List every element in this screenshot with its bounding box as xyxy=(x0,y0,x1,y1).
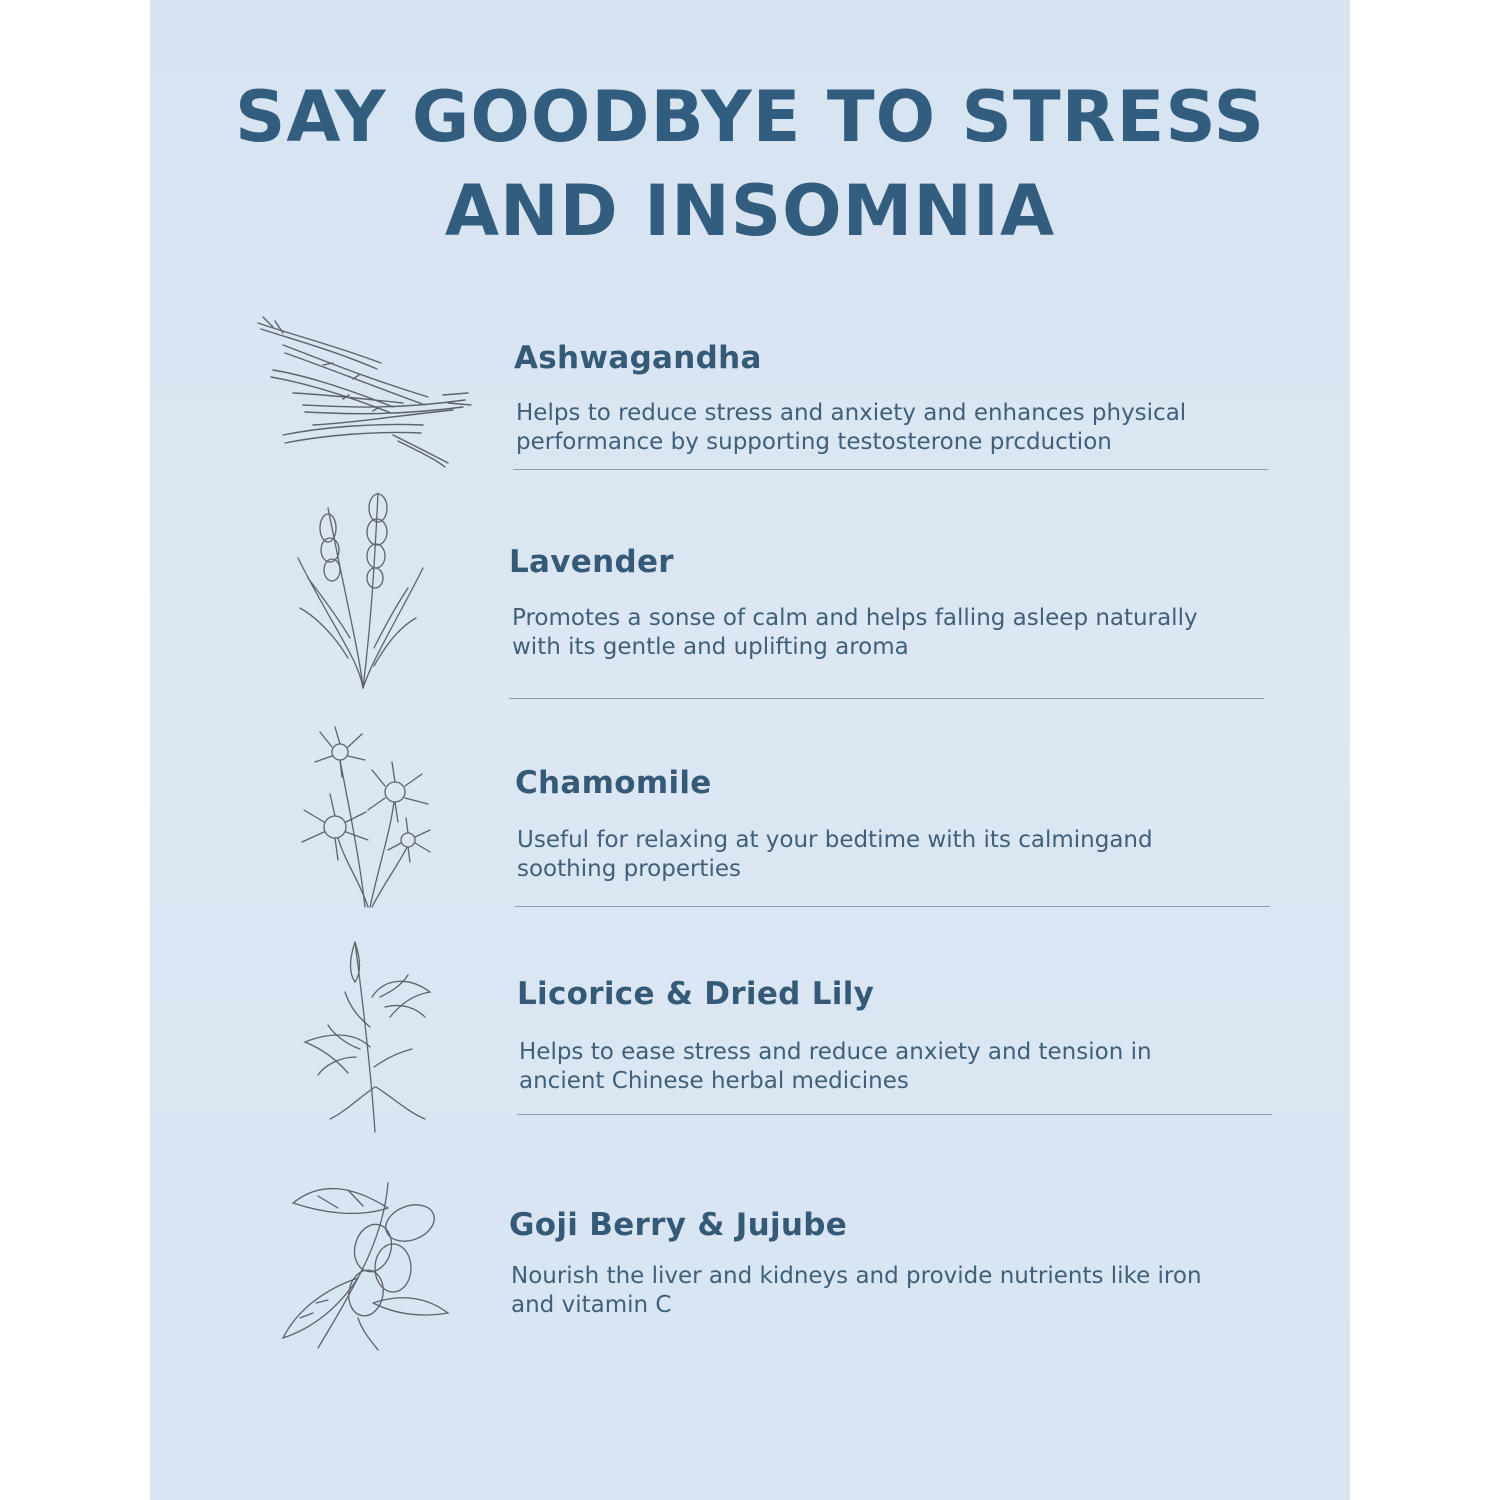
ashwagandha-root-icon xyxy=(253,315,473,470)
divider xyxy=(517,1114,1272,1115)
ingredient-description: Promotes a sonse of calm and helps falling asleep naturally with its gentle and uplifting aroma xyxy=(512,605,1198,660)
lavender-icon xyxy=(288,488,428,693)
ingredient-name: Ashwagandha xyxy=(514,340,762,376)
ingredient-name: Licorice & Dried Lily xyxy=(517,976,875,1012)
ingredient-description: Nourish the liver and kidneys and provide nutrients like iron and vitamin C xyxy=(511,1263,1202,1318)
ingredient-description: Useful for relaxing at your bedtime with its calmingand soothing properties xyxy=(517,827,1153,882)
lily-flower-icon xyxy=(300,937,435,1137)
ingredient-description: Helps to ease stress and reduce anxiety and tension in ancient Chinese herbal medicines xyxy=(519,1039,1152,1094)
ingredient-name: Goji Berry & Jujube xyxy=(509,1207,848,1243)
divider xyxy=(513,469,1268,470)
ingredient-name: Chamomile xyxy=(515,765,712,801)
page-title-line-2: AND INSOMNIA xyxy=(444,170,1056,252)
chamomile-flower-icon xyxy=(290,722,435,912)
divider xyxy=(509,698,1264,699)
ingredient-description: Helps to reduce stress and anxiety and enhances physical performance by supporting testosterone prcduction xyxy=(516,400,1187,455)
infographic-panel xyxy=(150,0,1350,1500)
divider xyxy=(515,906,1270,907)
page-title-line-1: SAY GOODBYE TO STRESS xyxy=(234,76,1266,158)
ingredient-name: Lavender xyxy=(509,544,674,580)
jujube-branch-icon xyxy=(278,1178,458,1353)
